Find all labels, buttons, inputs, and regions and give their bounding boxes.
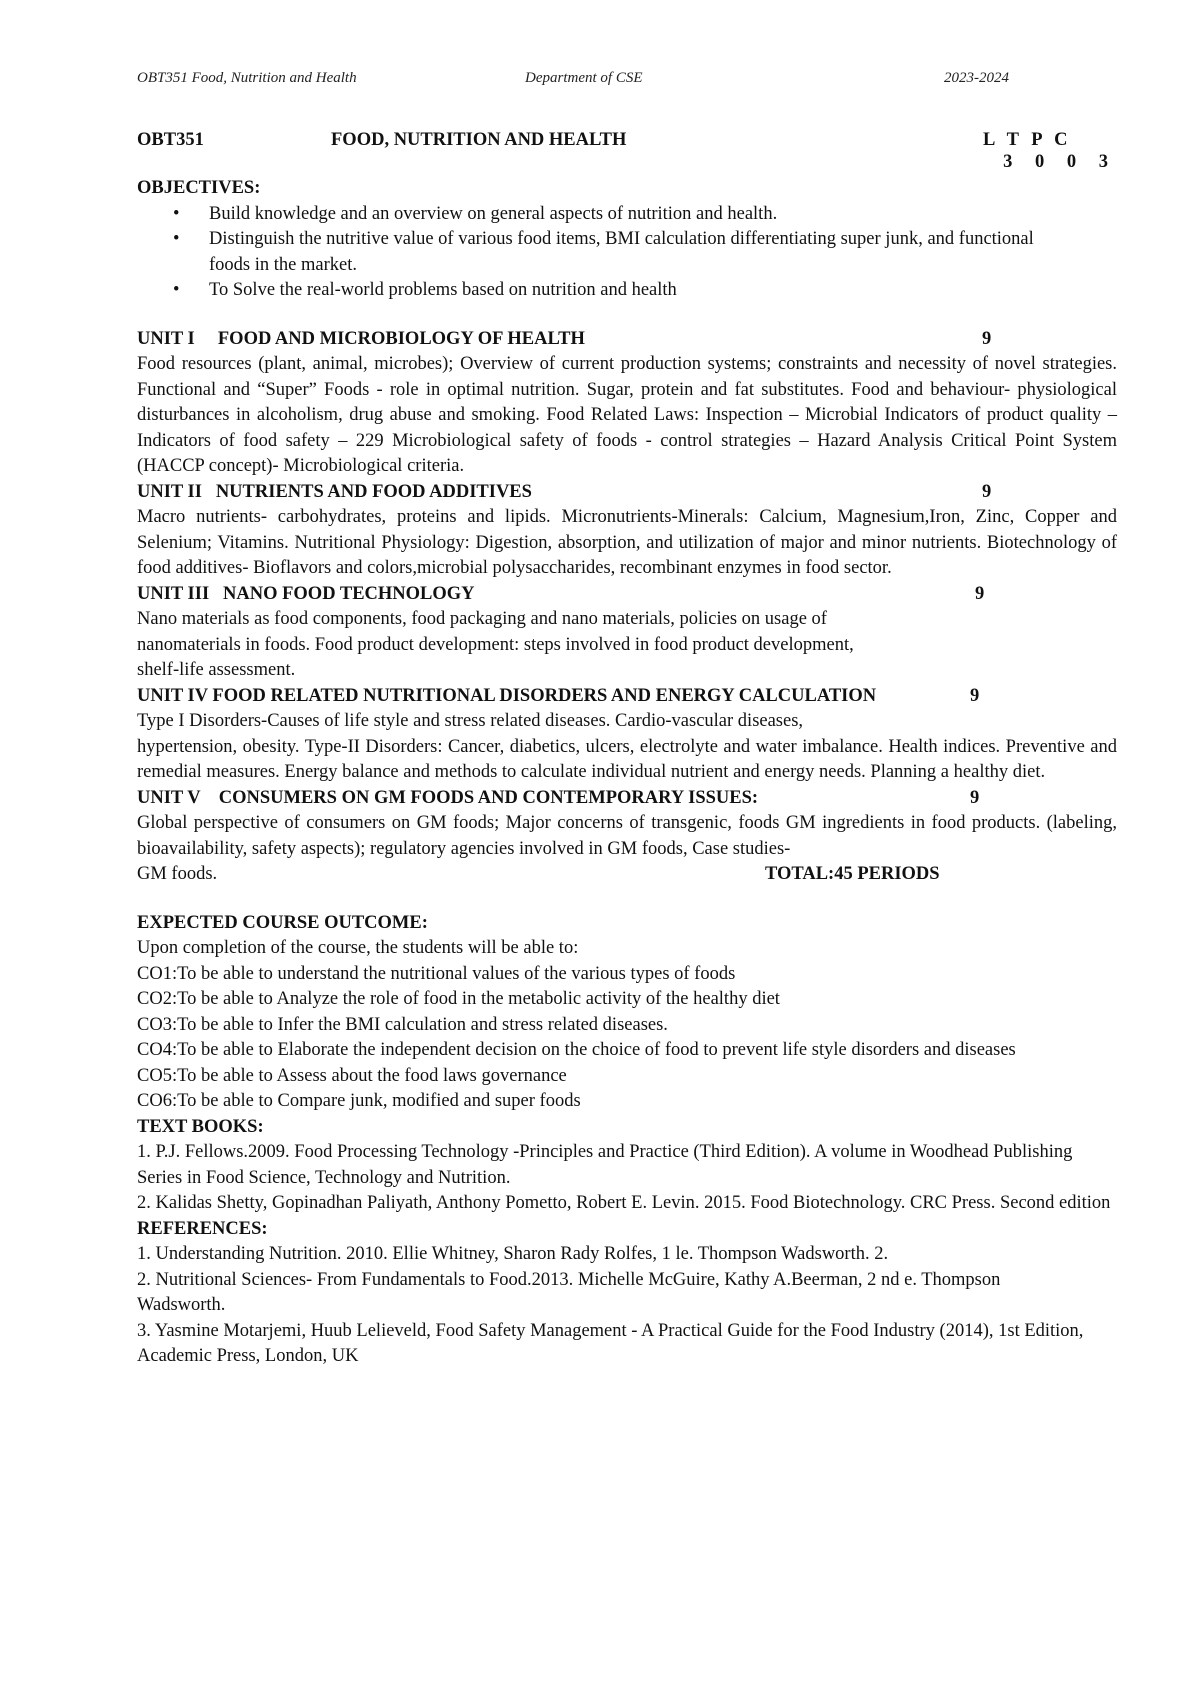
objective-item: • To Solve the real-world problems based on nutrition and health: [209, 278, 1039, 304]
unit-hours: 9: [970, 787, 980, 808]
objective-item: • Build knowledge and an overview on general aspects of nutrition and health.: [209, 202, 1039, 228]
unit-3-line: shelf-life assessment.: [137, 660, 296, 680]
outcome-item: CO3:To be able to Infer the BMI calculation and stress related diseases.: [137, 1014, 668, 1035]
objectives-list: [137, 202, 1117, 304]
total-periods: TOTAL:45 PERIODS: [765, 864, 940, 884]
course-title-row: [137, 128, 1117, 153]
spacer: [137, 304, 1117, 327]
outcome-item: CO5:To be able to Assess about the food laws governance: [137, 1065, 567, 1086]
unit-title: UNIT I FOOD AND MICROBIOLOGY OF HEALTH: [137, 328, 585, 349]
unit-4-heading: [137, 684, 1117, 710]
course-title: FOOD, NUTRITION AND HEALTH: [331, 130, 627, 150]
textbook-item: 2. Kalidas Shetty, Gopinadhan Paliyath, Anthony Pometto, Robert E. Levin. 2015. Food Biotechnology. CRC Press. Second edition: [137, 1193, 1111, 1213]
unit-2-heading: [137, 480, 1117, 506]
outcome-item: CO1:To be able to understand the nutritional values of the various types of foods: [137, 963, 736, 984]
unit-hours: 9: [982, 328, 992, 349]
ltpc-label: L T P C: [983, 130, 1072, 150]
outcomes-heading: EXPECTED COURSE OUTCOME:: [137, 912, 428, 933]
unit-3-line: nanomaterials in foods. Food product development: steps involved in food product development,: [137, 634, 854, 655]
unit-title: UNIT V CONSUMERS ON GM FOODS AND CONTEMPORARY ISSUES:: [137, 787, 759, 808]
objectives-heading: OBJECTIVES:: [137, 178, 261, 198]
textbook-item: 1. P.J. Fellows.2009. Food Processing Technology -Principles and Practice (Third Edition). A volume in Woodhead Publishing Series in Food Science, Technology and Nutrition.: [137, 1142, 1073, 1188]
unit-3-line: Nano materials as food components, food packaging and nano materials, policies on usage of: [137, 609, 827, 629]
running-header-department: Department of CSE: [525, 70, 643, 86]
outcome-item: CO2:To be able to Analyze the role of food in the metabolic activity of the healthy diet: [137, 989, 780, 1009]
unit-2-content: Macro nutrients- carbohydrates, proteins and lipids. Micronutrients-Minerals: Calcium, Magnesium,Iron, Zinc, Copper and Selenium; Vitamins. Nutritional Physiology: Digestion, absorption, and utilization of major and minor nutrients. Biotechnology of food additives- Bioflavors and colors,microbial polysaccharides, recombinant enzymes in food sector.: [137, 507, 1117, 578]
references-heading: REFERENCES:: [137, 1218, 268, 1239]
unit-1-heading: [137, 327, 1117, 353]
unit-5-content: Global perspective of consumers on GM foods; Major concerns of transgenic, foods GM ingredients in food products. (labeling, bioavailability, safety aspects); regulatory agencies involved in GM foods, Case studies-: [137, 813, 1117, 859]
outcome-item: CO6:To be able to Compare junk, modified and super foods: [137, 1091, 581, 1111]
spacer: [137, 888, 1117, 911]
objective-item: • Distinguish the nutritive value of various food items, BMI calculation differentiating super junk, and functional foods in the market.: [209, 227, 1039, 278]
unit-title: UNIT II NUTRIENTS AND FOOD ADDITIVES: [137, 481, 532, 502]
ltpc-values: 3 0 0 3: [1003, 152, 1117, 172]
course-code: OBT351: [137, 130, 204, 150]
unit-hours: 9: [982, 481, 992, 502]
outcomes-intro: Upon completion of the course, the students will be able to:: [137, 938, 579, 958]
reference-item: 2. Nutritional Sciences- From Fundamentals to Food.2013. Michelle McGuire, Kathy A.Beerman, 2 nd e. Thompson Wadsworth.: [137, 1269, 1001, 1315]
unit-4-content: hypertension, obesity. Type-II Disorders: Cancer, diabetics, ulcers, electrolyte and water imbalance. Health indices. Preventive and remedial measures. Energy balance and methods to calculate individual nutrient and energy needs. Planning a healthy diet.: [137, 736, 1117, 782]
syllabus-body: [137, 128, 1117, 1370]
outcome-item: CO4:To be able to Elaborate the independent decision on the choice of food to prevent life style disorders and diseases: [137, 1040, 1016, 1060]
reference-item: 3. Yasmine Motarjemi, Huub Lelieveld, Food Safety Management - A Practical Guide for the Food Industry (2014), 1st Edition, Academic Press, London, UK: [137, 1320, 1084, 1366]
unit-title: UNIT III NANO FOOD TECHNOLOGY: [137, 583, 475, 604]
unit-title: UNIT IV FOOD RELATED NUTRITIONAL DISORDERS AND ENERGY CALCULATION: [137, 685, 877, 706]
running-header-course: OBT351 Food, Nutrition and Health: [137, 70, 357, 86]
reference-item: 1. Understanding Nutrition. 2010. Ellie Whitney, Sharon Rady Rolfes, 1 le. Thompson Wadsworth. 2.: [137, 1244, 889, 1264]
total-row: [137, 862, 1117, 888]
unit-hours: 9: [970, 685, 980, 706]
running-header-year: 2023-2024: [944, 70, 1009, 86]
unit-1-content: Food resources (plant, animal, microbes); Overview of current production systems; constraints and necessity of novel strategies. Functional and “Super” Foods - role in optimal nutrition. Sugar, protein and fat substitutes. Food and behaviour- physiological disturbances in alcoholism, drug abuse and smoking. Food Related Laws: Inspection – Microbial Indicators of product quality – Indicators of food safety – 229 Microbiological safety of foods - control strategies – Hazard Analysis Critical Point System (HACCP concept)- Microbiological criteria.: [137, 354, 1117, 476]
unit-hours: 9: [975, 583, 985, 604]
unit-4-line: Type I Disorders-Causes of life style and stress related diseases. Cardio-vascular diseases,: [137, 711, 804, 731]
textbooks-heading: TEXT BOOKS:: [137, 1116, 264, 1137]
unit-3-heading: [137, 582, 1117, 608]
unit-5-last-line: GM foods.: [137, 864, 218, 884]
unit-5-heading: [137, 786, 1117, 812]
